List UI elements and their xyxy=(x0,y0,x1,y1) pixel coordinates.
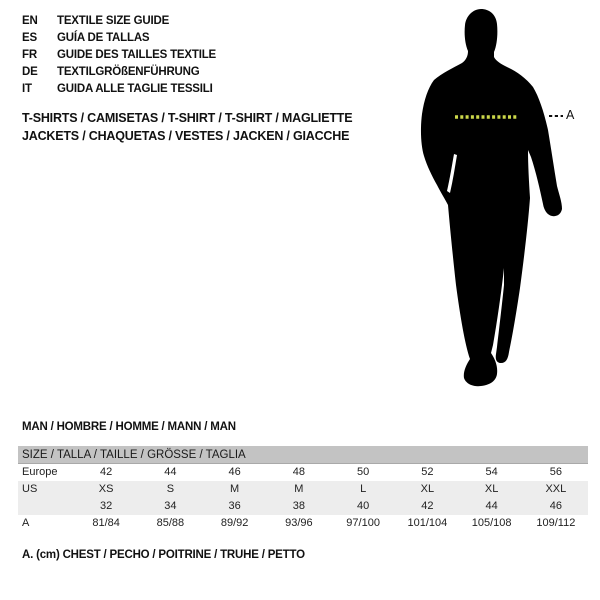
row-label xyxy=(18,498,74,515)
language-code: IT xyxy=(22,83,32,95)
table-cell: 42 xyxy=(421,500,434,512)
table-cell: 42 xyxy=(100,466,113,478)
measure-label-a: A xyxy=(566,108,575,122)
category-list xyxy=(22,109,352,145)
language-title: TEXTILGRÖßENFÜHRUNG xyxy=(57,66,200,78)
language-list xyxy=(22,13,216,98)
table-cell: XXL xyxy=(545,483,567,495)
table-cell: 38 xyxy=(292,500,305,512)
table-cell: 48 xyxy=(292,466,305,478)
language-title: TEXTILE SIZE GUIDE xyxy=(57,15,170,27)
table-cell: S xyxy=(166,483,175,495)
language-row-de xyxy=(22,64,216,81)
table-cell: XS xyxy=(98,483,114,495)
table-row-us-letters xyxy=(18,481,588,498)
table-cell: L xyxy=(360,483,367,495)
language-row-it xyxy=(22,81,216,98)
table-cell: 46 xyxy=(549,500,562,512)
table-cell: 81/84 xyxy=(92,517,120,529)
table-cell: 40 xyxy=(357,500,370,512)
table-cell: 46 xyxy=(228,466,241,478)
table-cell: 34 xyxy=(164,500,177,512)
table-cell: 109/112 xyxy=(536,517,576,529)
size-table xyxy=(18,446,588,532)
language-code: DE xyxy=(22,66,38,78)
table-cell: 36 xyxy=(228,500,241,512)
language-title: GUIDE DES TAILLES TEXTILE xyxy=(57,49,216,61)
row-label: Europe xyxy=(22,466,58,478)
table-cell: 93/96 xyxy=(285,517,313,529)
man-silhouette xyxy=(421,9,562,386)
table-cell: 105/108 xyxy=(471,517,512,529)
table-cell: 85/88 xyxy=(156,517,185,529)
language-code: EN xyxy=(22,15,38,27)
category-jackets: JACKETS / CHAQUETAS / VESTES / JACKEN / GIACCHE xyxy=(22,129,350,143)
table-cell: 101/104 xyxy=(407,517,448,529)
language-row-es xyxy=(22,30,216,47)
table-cell: 44 xyxy=(485,500,498,512)
table-cell: XL xyxy=(484,483,499,495)
table-cell: 89/92 xyxy=(220,517,249,529)
language-title: GUÍA DE TALLAS xyxy=(57,32,150,44)
table-cell: 50 xyxy=(357,466,370,478)
man-silhouette-figure xyxy=(410,0,600,400)
table-cell: M xyxy=(230,483,240,495)
section-title-man: MAN / HOMBRE / HOMME / MANN / MAN xyxy=(22,421,236,433)
row-label: A xyxy=(22,517,30,529)
table-cell: 56 xyxy=(549,466,562,478)
table-cell: 97/100 xyxy=(346,517,380,529)
category-tshirts: T-SHIRTS / CAMISETAS / T-SHIRT / T-SHIRT / MAGLIETTE xyxy=(22,111,353,125)
table-cell: M xyxy=(294,483,304,495)
language-code: ES xyxy=(22,32,37,44)
size-table-header: SIZE / TALLA / TAILLE / GRÖSSE / TAGLIA xyxy=(18,446,588,464)
table-cell: 52 xyxy=(421,466,434,478)
table-cell: 54 xyxy=(485,466,498,478)
table-cell: XL xyxy=(420,483,435,495)
table-row-europe xyxy=(18,464,588,481)
language-row-en xyxy=(22,13,216,30)
table-cell: 44 xyxy=(164,466,177,478)
chest-footnote: A. (cm) CHEST / PECHO / POITRINE / TRUHE / PETTO xyxy=(22,549,305,561)
language-row-fr xyxy=(22,47,216,64)
row-label: US xyxy=(22,483,38,495)
language-title: GUIDA ALLE TAGLIE TESSILI xyxy=(57,83,213,95)
language-code: FR xyxy=(22,49,37,61)
table-row-us-numbers xyxy=(18,498,588,515)
table-cell: 32 xyxy=(100,500,113,512)
table-row-chest-a xyxy=(18,515,588,532)
